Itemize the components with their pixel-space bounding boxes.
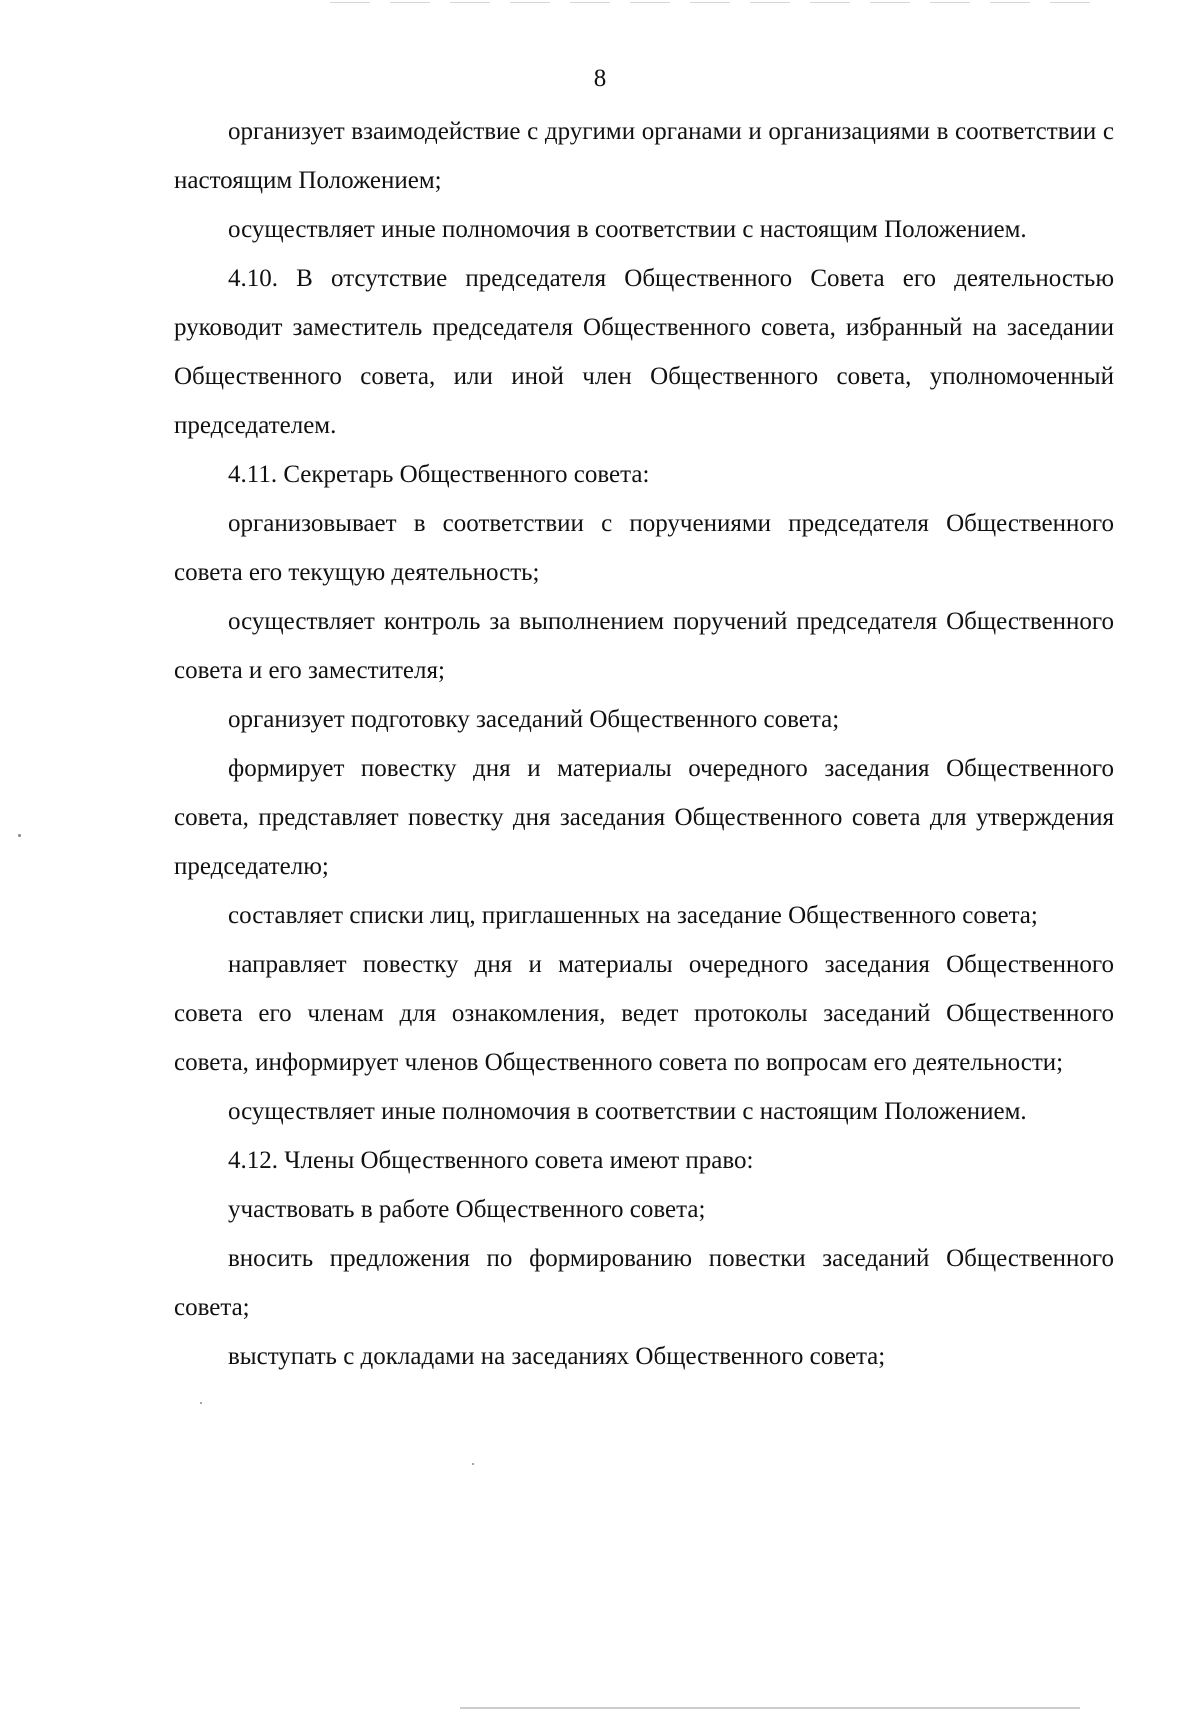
paragraph: организует взаимодействие с другими органами и организациями в соответствии с настоящим Положением; — [174, 118, 1114, 194]
page-number: 8 — [593, 65, 607, 92]
paragraph: участвовать в работе Общественного совета; — [228, 1196, 706, 1223]
paragraph: формирует повестку дня и материалы очередного заседания Общественного совета, представляет повестку дня заседания Общественного совета для утверждения председателю; — [174, 755, 1114, 880]
paragraph: организовывает в соответствии с поручениями председателя Общественного совета его текущую деятельность; — [174, 510, 1114, 586]
section-heading-4-12: 4.12. Члены Общественного совета имеют право: — [228, 1147, 754, 1174]
scan-speck — [472, 1463, 474, 1465]
scan-speck — [200, 1402, 202, 1404]
scan-artifact-top — [330, 2, 1090, 3]
paragraph: выступать с докладами на заседаниях Общественного совета; — [228, 1343, 886, 1370]
paragraph: составляет списки лиц, приглашенных на заседание Общественного совета; — [228, 902, 1038, 929]
section-heading-4-11: 4.11. Секретарь Общественного совета: — [228, 461, 650, 488]
paragraph: осуществляет иные полномочия в соответствии с настоящим Положением. — [228, 216, 1027, 243]
paragraph: осуществляет иные полномочия в соответствии с настоящим Положением. — [228, 1098, 1027, 1125]
paragraph: 4.10. В отсутствие председателя Общественного Совета его деятельностью руководит заместитель председателя Общественного совета, избранный на заседании Общественного совета, или иной член Общественного совета, уполномоченный председателем. — [174, 265, 1114, 439]
paragraph: направляет повестку дня и материалы очередного заседания Общественного совета его членам для ознакомления, ведет протоколы заседаний Общественного совета, информирует членов Общественного совета по вопросам его деятельности; — [174, 951, 1114, 1076]
paragraph: вносить предложения по формированию повестки заседаний Общественного совета; — [174, 1245, 1114, 1321]
scan-artifact-bottom — [460, 1707, 1080, 1709]
document-body — [174, 107, 1114, 1381]
paragraph: осуществляет контроль за выполнением поручений председателя Общественного совета и его заместителя; — [174, 608, 1114, 684]
scan-speck — [18, 834, 21, 837]
paragraph: организует подготовку заседаний Общественного совета; — [228, 706, 840, 733]
